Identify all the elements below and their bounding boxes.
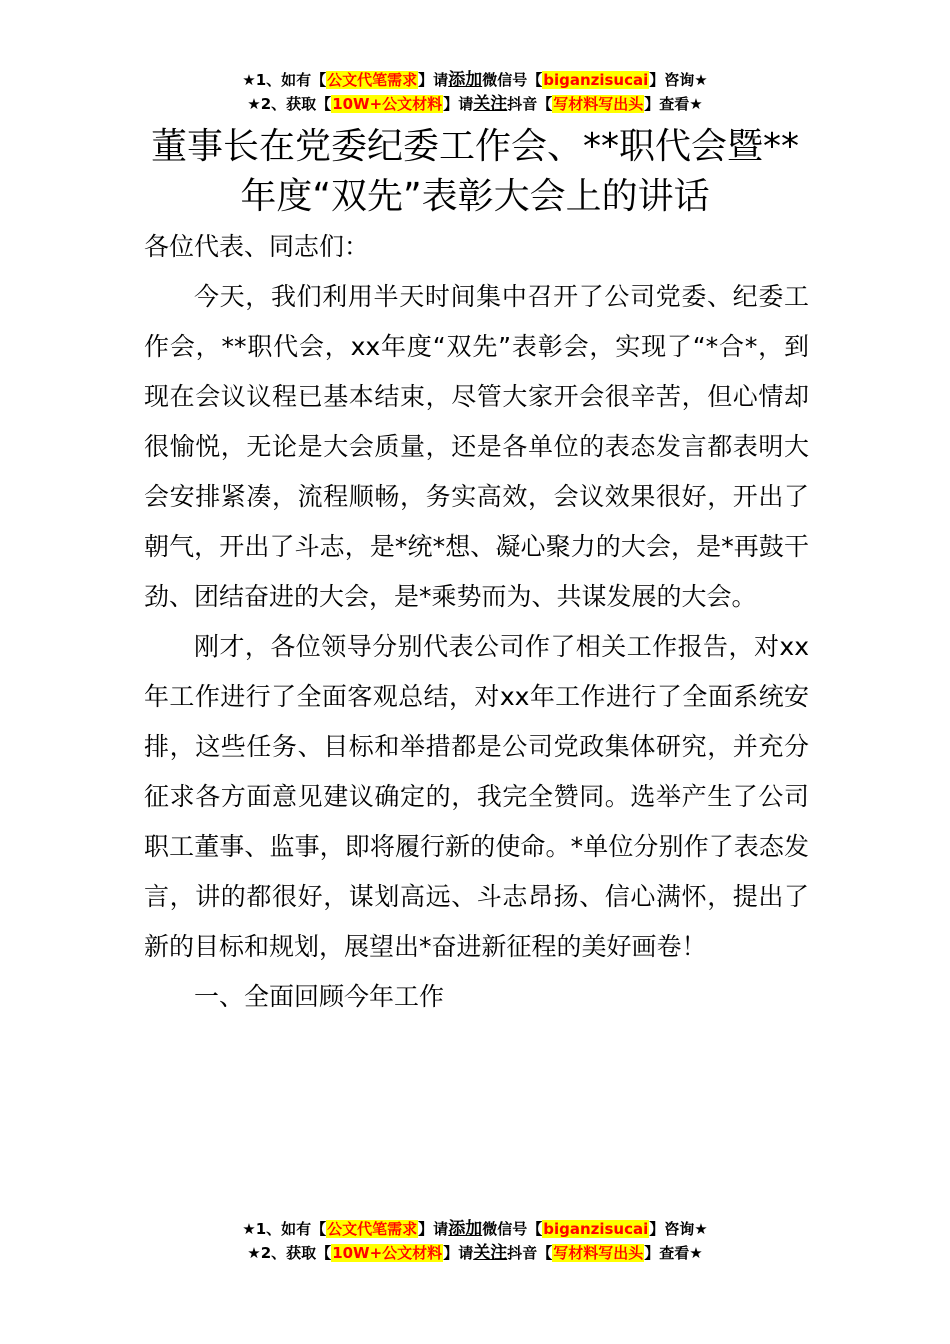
banner-text: 】咨询★ (649, 71, 708, 89)
banner-emphasis: 添加 (448, 1219, 483, 1239)
banner-line-1 (0, 68, 950, 92)
section-heading-1: 一、全面回顾今年工作 (194, 982, 445, 1011)
banner-emphasis: 添加 (448, 70, 483, 90)
highlight-service: 公文代笔需求 (327, 71, 418, 89)
banner-text: 】查看★ (644, 95, 703, 113)
document-title (120, 122, 830, 222)
highlight-service: 公文代笔需求 (327, 1220, 418, 1238)
banner-emphasis: 关注 (473, 94, 508, 114)
banner-line-2 (0, 1241, 950, 1265)
banner-text: ★1、如有【 (242, 71, 327, 89)
document-body (144, 222, 809, 1022)
banner-text: ★2、获取【 (247, 1244, 332, 1262)
banner-emphasis: 关注 (473, 1243, 508, 1263)
banner-text: 】请 (443, 95, 474, 113)
banner-text: 微信号【 (482, 1220, 543, 1238)
banner-line-2 (0, 92, 950, 116)
highlight-douyin: 写材料写出头 (553, 1244, 644, 1262)
banner-text: ★2、获取【 (247, 95, 332, 113)
highlight-materials: 10W+公文材料 (332, 1244, 443, 1262)
highlight-wechat-id: biganzisucai (543, 1220, 649, 1238)
banner-line-1 (0, 1217, 950, 1241)
banner-text: 抖音【 (507, 95, 553, 113)
paragraph-2: 刚才，各位领导分别代表公司作了相关工作报告，对xx年工作进行了全面客观总结，对xx年工作进行了全面系统安排，这些任务、目标和举措都是公司党政集体研究，并充分征求各方面意见建议确定的，我完全赞同。选举产生了公司职工董事、监事，即将履行新的使命。*单位分别作了表态发言，讲的都很好，谋划高远、斗志昂扬、信心满怀，提出了新的目标和规划，展望出*奋进新征程的美好画卷！ (144, 632, 809, 961)
highlight-wechat-id: biganzisucai (543, 71, 649, 89)
footer-banner (0, 1217, 950, 1265)
banner-text: 微信号【 (482, 71, 543, 89)
banner-text: 抖音【 (507, 1244, 553, 1262)
banner-text: 】咨询★ (649, 1220, 708, 1238)
title-line-1: 董事长在党委纪委工作会、**职代会暨** (150, 126, 799, 167)
banner-text: 】请 (418, 1220, 449, 1238)
banner-text: ★1、如有【 (242, 1220, 327, 1238)
banner-text: 】查看★ (644, 1244, 703, 1262)
salutation: 各位代表、同志们： (144, 232, 370, 261)
paragraph-1: 今天，我们利用半天时间集中召开了公司党委、纪委工作会，**职代会，xx年度“双先”表彰会，实现了“*合*，到现在会议议程已基本结束，尽管大家开会很辛苦，但心情却很愉悦，无论是大会质量，还是各单位的表态发言都表明大会安排紧凑，流程顺畅，务实高效，会议效果很好，开出了朝气，开出了斗志，是*统*想、凝心聚力的大会，是*再鼓干劲、团结奋进的大会，是*乘势而为、共谋发展的大会。 (144, 282, 809, 611)
highlight-douyin: 写材料写出头 (553, 95, 644, 113)
banner-text: 】请 (418, 71, 449, 89)
banner-text: 】请 (443, 1244, 474, 1262)
highlight-materials: 10W+公文材料 (332, 95, 443, 113)
header-banner (0, 68, 950, 116)
title-line-2: 年度“双先”表彰大会上的讲话 (240, 176, 710, 217)
